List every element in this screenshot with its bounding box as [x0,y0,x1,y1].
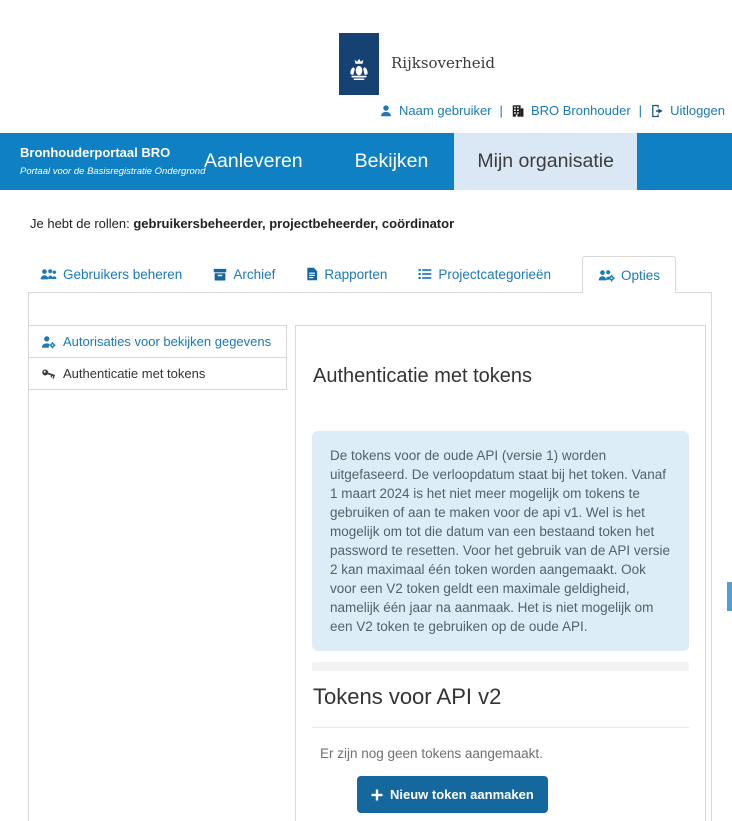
tab-gebruikers-beheren[interactable] [40,267,182,282]
list-icon [418,268,432,280]
coat-of-arms-icon [346,54,372,89]
tab-rapporten[interactable] [306,267,387,282]
tab-label: Opties [620,267,661,283]
options-panel [28,292,712,821]
separator: | [499,103,503,118]
user-bar [379,103,725,118]
nav-item-mijn-organisatie[interactable]: Mijn organisatie [454,133,637,190]
report-icon [306,267,318,281]
section-title: Tokens voor API v2 [313,684,502,709]
users-gear-icon [598,269,615,282]
side-item-autorisaties[interactable] [28,325,287,358]
brand-subtitle: Portaal voor de Basisregistratie Ondergrond [20,166,206,177]
rijksoverheid-logo [339,33,379,95]
tab-label: Gebruikers beheren [63,266,183,282]
empty-tokens-message: Er zijn nog geen tokens aangemaakt. [320,746,543,761]
logout-icon [650,104,664,118]
tab-label: Archief [233,266,276,282]
separator: | [638,103,643,118]
roles-list: gebruikersbeheerder, projectbeheerder, coördinator [133,216,455,231]
roles-prefix: Je hebt de rollen: [30,216,130,231]
nav-item-bekijken[interactable]: Bekijken [354,150,429,172]
logo-wordmark: Rijksoverheid [391,54,496,72]
tab-bar [40,255,676,293]
side-item-label: Autorisaties voor bekijken gegevens [63,334,272,349]
plus-icon [371,789,383,801]
key-icon [41,367,56,381]
user-gear-icon [41,335,56,349]
archive-icon [213,268,227,281]
page-title: Authenticatie met tokens [313,365,533,387]
side-item-authenticatie[interactable] [28,357,287,390]
section-divider [312,662,689,671]
new-token-button[interactable] [357,776,548,813]
side-item-label: Authenticatie met tokens [63,366,206,381]
organisation-name: BRO Bronhouder [530,103,631,118]
scrollbar-thumb[interactable] [727,582,732,611]
logout-link[interactable]: Uitloggen [670,103,725,118]
nav-item-aanleveren[interactable]: Aanleveren [204,150,303,172]
user-name-link[interactable]: Naam gebruiker [399,103,492,118]
tab-projectcategorieen[interactable] [418,267,551,282]
side-nav [28,325,287,389]
tab-archief[interactable] [213,267,275,282]
main-nav [178,133,637,190]
tab-opties[interactable] [582,256,676,293]
info-box: De tokens voor de oude API (versie 1) worden uitgefaseerd. De verloopdatum staat bij het token. Vanaf 1 maart 2024 is het niet meer mogelijk om tokens te gebruiken of aan te maken voor de api v1. Wel is het mogelijk om tot die datum van een bestaand token het password te resetten. Voor het gebruik van de API versie 2 kan maximaal één token worden aangemaakt. Ook voor een V2 token geldt een maximale geldigheid, namelijk één jaar na aanmaak. Het is niet mogelijk om een V2 token te gebruiken op de oude API. [312,431,689,651]
main-navbar [0,133,732,190]
tab-label: Rapporten [324,266,388,282]
roles-line [30,216,454,231]
divider-rule [312,727,689,728]
user-icon [379,104,393,118]
users-icon [40,268,57,281]
brand-title: Bronhouderportaal BRO [20,145,171,160]
tab-label: Projectcategorieën [438,266,551,282]
building-icon [511,104,525,118]
content-panel [295,325,706,821]
new-token-button-label: Nieuw token aanmaken [390,787,534,802]
